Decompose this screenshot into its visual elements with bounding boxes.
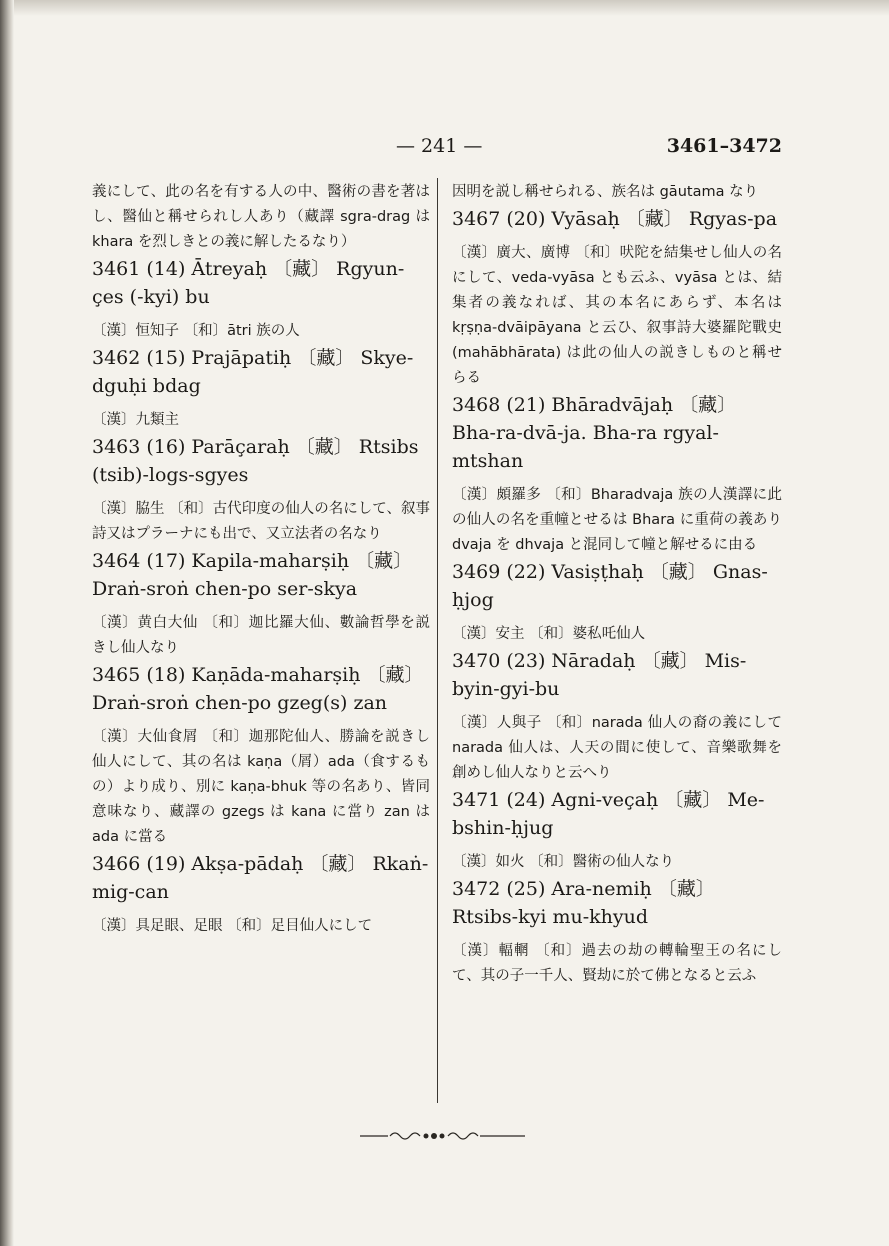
right-column [452, 180, 782, 989]
right-entry [452, 875, 782, 989]
left-entry [92, 433, 430, 547]
entry-body: 〔漢〕頗羅多 〔和〕Bharadvaja 族の人漢譯に此の仙人の名を重幢とせるは Bhara に重荷の義あり dvaja を dhvaja と混同して幢と解せるに由る [452, 487, 782, 553]
entry-heading: 3462 (15) Prajāpatiḥ 〔藏〕 Skye-dguḥi bdag [92, 347, 414, 397]
entry-body: 〔漢〕具足眼、足眼 〔和〕足目仙人にして [92, 918, 373, 934]
right-entry [452, 558, 782, 647]
page-number: — 241 — [396, 135, 483, 157]
right-entry [452, 205, 782, 391]
left-continuation-text: 義にして、此の名を有する人の中、醫術の書を著はし、醫仙と稱せられし人あり（藏譯 sgra-drag は khara を烈しきとの義に解したるなり） [92, 184, 430, 250]
ornament-divider-icon [360, 1128, 525, 1144]
left-entry [92, 661, 430, 850]
entry-heading: 3469 (22) Vasiṣṭhaḥ 〔藏〕 Gnas-ḥjog [452, 561, 768, 611]
entry-body: 〔漢〕黄白大仙 〔和〕迦比羅大仙、數論哲學を説きし仙人なり [92, 615, 430, 656]
left-column [92, 180, 430, 939]
left-entry [92, 344, 430, 433]
page-binding-edge [0, 0, 14, 1246]
entry-heading: 3465 (18) Kaṇāda-maharṣiḥ 〔藏〕 Draṅ-sroṅ chen-po gzeg(s) zan [92, 664, 424, 714]
entry-body: 〔漢〕九類主 [92, 412, 179, 428]
entry-heading: 3471 (24) Agni-veçaḥ 〔藏〕 Me-bshin-ḥjug [452, 789, 765, 839]
entry-body: 〔漢〕人與子 〔和〕narada 仙人の裔の義にして narada 仙人は、人天の間に使して、音樂歌舞を創めし仙人なりと云へり [452, 715, 782, 781]
right-continuation-text: 因明を説し稱せられる、族名は gāutama なり [452, 184, 759, 200]
entry-body: 〔漢〕大仙食屑 〔和〕迦那陀仙人、勝論を説きし仙人にして、其の名は kaṇa（屑）ada（食するもの）より成り、別に kaṇa-bhuk 等の名あり、皆同意味なり、藏譯の gzegs は kana に當り zan は ada に當る [92, 729, 430, 845]
entry-body: 〔漢〕恒知子 〔和〕ātri 族の人 [92, 323, 300, 339]
left-entry [92, 255, 430, 344]
entry-heading: 3461 (14) Ātreyaḥ 〔藏〕 Rgyun-çes (-kyi) bu [92, 258, 405, 308]
left-entry [92, 850, 430, 939]
entry-body: 〔漢〕如火 〔和〕醫術の仙人なり [452, 854, 675, 870]
page-header [92, 135, 782, 165]
entry-body: 〔漢〕脇生 〔和〕古代印度の仙人の名にして、叙事詩又はプラーナにも出で、又立法者の名なり [92, 501, 430, 542]
column-divider [437, 178, 438, 1103]
entry-body: 〔漢〕安主 〔和〕婆私吒仙人 [452, 626, 646, 642]
entry-body: 〔漢〕廣大、廣博 〔和〕吠陀を結集せし仙人の名にして、veda-vyāsa とも云ふ、vyāsa とは、結集者の義なれば、其の本名にあらず、本名は kṛṣṇa-dvāipāyana と云ひ、叙事詩大婆羅陀戰史 (mahābhārata) は此の仙人の説きしものと稱せらる [452, 245, 782, 386]
entry-heading: 3470 (23) Nāradaḥ 〔藏〕 Mis-byin-gyi-bu [452, 650, 747, 700]
entry-body: 〔漢〕輻輞 〔和〕過去の劫の轉輪聖王の名にして、其の子一千人、賢劫に於て佛となると云ふ [452, 943, 782, 984]
entry-heading: 3468 (21) Bhāradvājaḥ 〔藏〕 Bha-ra-dvā-ja. Bha-ra rgyal-mtshan [452, 394, 737, 472]
right-entry [452, 391, 782, 558]
entry-heading: 3464 (17) Kapila-maharṣiḥ 〔藏〕 Draṅ-sroṅ chen-po ser-skya [92, 550, 413, 600]
right-entry [452, 647, 782, 786]
left-entry [92, 547, 430, 661]
entry-heading: 3467 (20) Vyāsaḥ 〔藏〕 Rgyas-pa [452, 208, 778, 230]
entry-heading: 3463 (16) Parāçaraḥ 〔藏〕 Rtsibs (tsib)-logs-sgyes [92, 436, 419, 486]
right-entry [452, 786, 782, 875]
entry-heading: 3466 (19) Akṣa-pādaḥ 〔藏〕 Rkaṅ-mig-can [92, 853, 429, 903]
entry-range: 3461–3472 [666, 135, 782, 157]
entry-heading: 3472 (25) Ara-nemiḥ 〔藏〕 Rtsibs-kyi mu-khyud [452, 878, 715, 928]
page-top-edge [0, 0, 889, 16]
